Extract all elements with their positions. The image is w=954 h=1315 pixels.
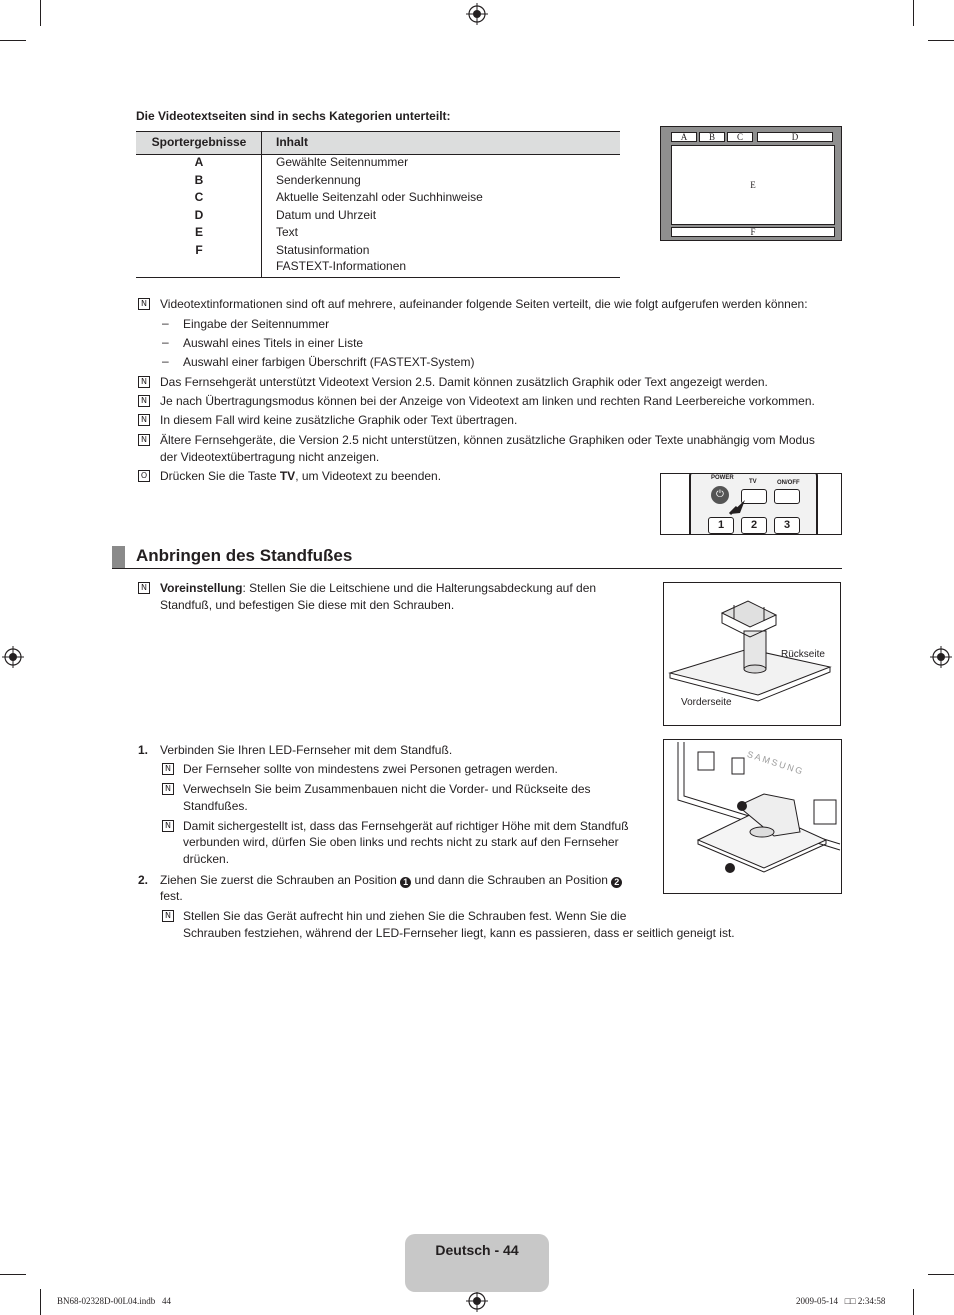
crop-mark <box>928 40 954 41</box>
tv-back-illustration <box>664 740 841 893</box>
note-icon: N <box>138 582 150 594</box>
brand-label: SAMSUNG <box>745 749 806 777</box>
step-1-note: verbunden wird, dürfen Sie oben links und rechts nicht zu stark auf den Fernseher <box>183 835 619 849</box>
step-1-number: 1. <box>138 743 149 757</box>
field-f: F <box>671 227 835 237</box>
note-text: Ältere Fernsehgeräte, die Version 2.5 nicht unterstützen, können zusätzliche Graphiken oder Texte unabhängig vom Modus <box>160 433 815 447</box>
remote-key-2: 2 <box>741 517 767 534</box>
note-icon: N <box>162 820 174 832</box>
note-icon: N <box>138 414 150 426</box>
remote-key-3: 3 <box>774 517 800 534</box>
dash-bullet: – <box>162 316 169 330</box>
note-text: Je nach Übertragungsmodus können bei der Anzeige von Videotext am linken und rechten Rand Leerbereiche vorkommen. <box>160 394 815 408</box>
table-key: E <box>194 225 203 239</box>
dash-item: Auswahl einer farbigen Überschrift (FASTEXT-System) <box>183 355 475 369</box>
step-2-note: Stellen Sie das Gerät aufrecht hin und ziehen Sie die Schrauben fest. Wenn Sie die <box>183 909 627 923</box>
step-1-note: Verwechseln Sie beim Zusammenbauen nicht die Vorder- und Rückseite des <box>183 782 591 796</box>
note-text: der Videotextübertragung nicht anzeigen. <box>160 450 380 464</box>
step-1-note: Damit sichergestellt ist, dass das Fernsehgerät auf richtiger Höhe mit dem Standfuß <box>183 819 629 833</box>
table-header-value: Inhalt <box>276 135 308 149</box>
step-2-part: und dann die Schrauben an Position <box>411 873 612 887</box>
crop-mark <box>0 1274 26 1275</box>
crop-mark <box>40 0 41 26</box>
dash-bullet: – <box>162 335 169 349</box>
tv-note-text <box>160 468 441 485</box>
tv-note-key: TV <box>279 469 296 483</box>
note-icon: N <box>162 910 174 922</box>
table-value: Senderkennung <box>276 173 361 187</box>
note-text: In diesem Fall wird keine zusätzliche Graphik oder Text übertragen. <box>160 413 518 427</box>
remote-power-button: ⏻ <box>711 486 729 504</box>
position-2-icon: 2 <box>611 877 622 888</box>
registration-mark-icon <box>466 1290 488 1312</box>
field-e: E <box>671 145 835 225</box>
note-text: Videotextinformationen sind oft auf mehrere, aufeinander folgende Seiten verteilt, die wie folgt aufgerufen werden können: <box>160 297 808 311</box>
remote-power-label: POWER <box>711 475 734 481</box>
preset-label: Voreinstellung <box>160 581 243 595</box>
table-header-key: Sportergebnisse <box>151 135 247 149</box>
note-icon: N <box>138 298 150 310</box>
step-1-note: Der Fernseher sollte von mindestens zwei Personen getragen werden. <box>183 762 558 776</box>
field-b: B <box>699 132 725 142</box>
note-text: Das Fernsehgerät unterstützt Videotext Version 2.5. Damit können zusätzlich Graphik oder Text angezeigt werden. <box>160 375 768 389</box>
stand-figure <box>663 582 841 726</box>
table-key: B <box>194 173 204 187</box>
remote-onoff-button <box>774 489 800 504</box>
table-value: FASTEXT-Informationen <box>276 259 407 273</box>
preset-text-2: Standfuß, und befestigen Sie diese mit den Schrauben. <box>160 598 455 612</box>
registration-mark-icon <box>466 3 488 25</box>
crop-mark <box>913 0 914 26</box>
table-value: Statusinformation <box>276 243 370 257</box>
step-2-text: fest. <box>160 889 183 903</box>
preset-text-1: : Stellen Sie die Leitschiene und die Halterungsabdeckung auf den <box>242 581 597 595</box>
remote-onoff-label: ON/OFF <box>777 480 800 486</box>
step-1-note: drücken. <box>183 852 230 866</box>
crop-mark <box>928 1274 954 1275</box>
registration-mark-icon <box>930 646 952 668</box>
section-title: Anbringen des Standfußes <box>136 546 353 565</box>
note-icon: N <box>138 376 150 388</box>
step-2-note: Schrauben festziehen, während der LED-Fernseher liegt, kann es passieren, dass er seitlich geneigt ist. <box>183 926 735 940</box>
field-c: C <box>727 132 753 142</box>
front-label: Vorderseite <box>681 697 732 708</box>
step-1-note: Standfußes. <box>183 799 248 813</box>
remote-figure <box>660 473 842 535</box>
table-value: Text <box>276 225 299 239</box>
table-bottom-rule <box>136 277 620 278</box>
crop-mark <box>40 1289 41 1315</box>
field-a: A <box>671 132 697 142</box>
note-icon: N <box>138 434 150 446</box>
table-key: C <box>194 190 204 204</box>
dash-item: Auswahl eines Titels in einer Liste <box>183 336 364 350</box>
preset-text <box>160 580 630 614</box>
crop-mark <box>913 1289 914 1315</box>
tv-note-before: Drücken Sie die Taste <box>160 469 280 483</box>
section-marker <box>112 546 125 568</box>
pointer-arrow-icon <box>727 497 747 517</box>
table-value: Aktuelle Seitenzahl oder Suchhinweise <box>276 190 483 204</box>
crop-mark <box>0 40 26 41</box>
dash-bullet: – <box>162 354 169 368</box>
page-number: Deutsch - 44 <box>435 1242 519 1258</box>
note-icon: N <box>162 763 174 775</box>
table-key: D <box>194 208 204 222</box>
table-key: A <box>194 155 204 169</box>
step-2-part: Ziehen Sie zuerst die Schrauben an Position <box>160 873 401 887</box>
intro-text: Die Videotextseiten sind in sechs Kategorien unterteilt: <box>136 109 451 123</box>
note-icon: N <box>138 395 150 407</box>
remote-key-1: 1 <box>708 517 734 534</box>
step-2-text <box>160 872 622 889</box>
file-info: BN68-02328D-00L04.indb 44 <box>57 1296 171 1306</box>
table-key: F <box>195 243 203 257</box>
step-2-number: 2. <box>138 873 149 887</box>
section-rule <box>112 568 842 569</box>
registration-mark-icon <box>2 646 24 668</box>
field-d: D <box>757 132 833 142</box>
back-label: Rückseite <box>781 649 825 660</box>
teletext-layout-figure <box>660 126 842 241</box>
tv-back-figure <box>663 739 842 894</box>
note-icon: N <box>162 783 174 795</box>
table-value: Gewählte Seitennummer <box>276 155 409 169</box>
step-1-text: Verbinden Sie Ihren LED-Fernseher mit dem Standfuß. <box>160 743 453 757</box>
dash-item: Eingabe der Seitennummer <box>183 317 330 331</box>
remote-note-icon: O <box>138 470 150 482</box>
position-1-icon: 1 <box>400 877 411 888</box>
table-value: Datum und Uhrzeit <box>276 208 377 222</box>
remote-tv-label: TV <box>749 479 757 485</box>
tv-note-after: , um Videotext zu beenden. <box>295 469 442 483</box>
print-date: 2009-05-14 □□ 2:34:58 <box>796 1296 886 1306</box>
